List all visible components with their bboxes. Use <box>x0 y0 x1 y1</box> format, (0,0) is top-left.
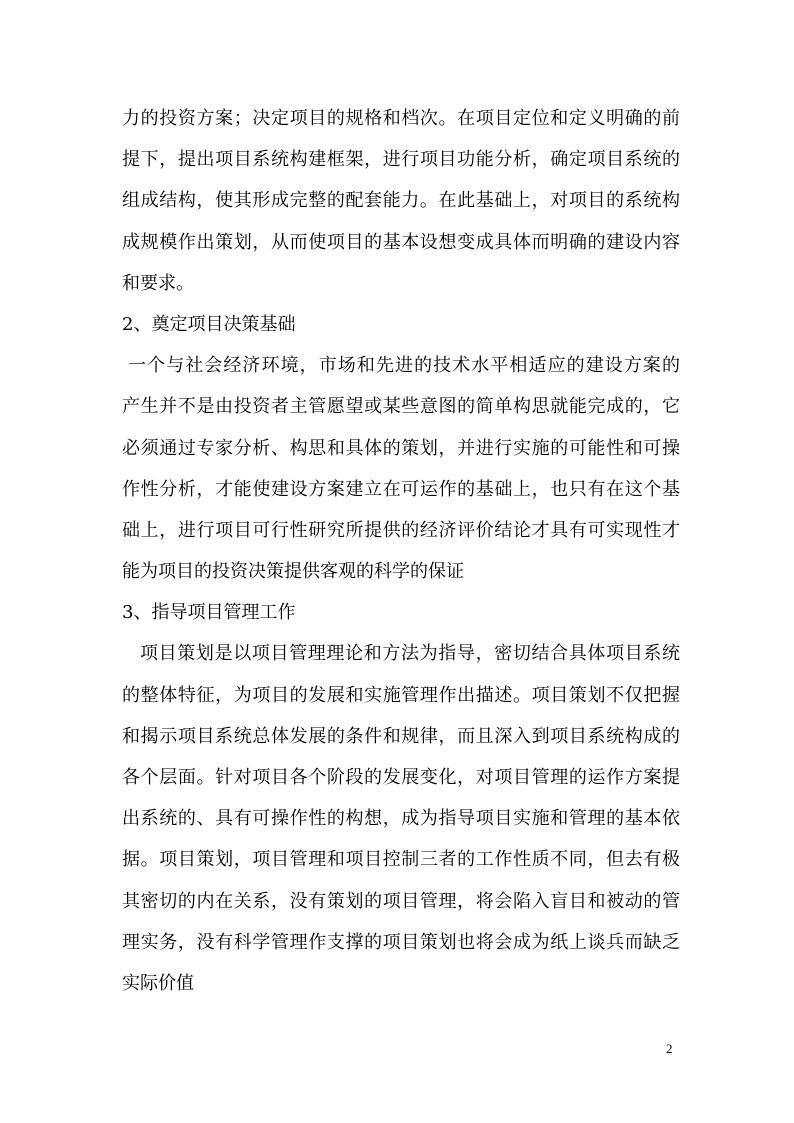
text-line: 成规模作出策划，从而使项目的基本设想变成具体而明确的建设内容 <box>122 231 680 253</box>
text-line: 作性分析，才能使建设方案建立在可运作的基础上，也只有在这个基 <box>122 478 680 500</box>
paragraph-project-planning-scope <box>122 98 680 304</box>
text-line: 各个层面。针对项目各个阶段的发展变化，对项目管理的运作方案提 <box>122 767 680 788</box>
text-line: 其密切的内在关系，没有策划的项目管理，将会陷入盲目和被动的管 <box>122 890 680 912</box>
text-line: 力的投资方案；决定项目的规格和档次。在项目定位和定义明确的前 <box>122 108 680 129</box>
text-line: 和要求。 <box>122 272 194 294</box>
paragraph-decision-basis <box>122 345 680 592</box>
text-line: 础上，进行项目可行性研究所提供的经济评价结论才具有可实现性才 <box>122 519 680 541</box>
document-body <box>122 98 680 1004</box>
text-line: 出系统的、具有可操作性的构想，成为指导项目实施和管理的基本依 <box>122 808 680 830</box>
text-line: 实际价值 <box>122 972 194 994</box>
text-line: 组成结构，使其形成完整的配套能力。在此基础上，对项目的系统构 <box>122 190 680 212</box>
text-line: 的整体特征，为项目的发展和实施管理作出描述。项目策划不仅把握 <box>122 684 680 706</box>
text-line: 一个与社会经济环境，市场和先进的技术水平相适应的建设方案的 <box>128 355 680 377</box>
text-line: 产生并不是由投资者主管愿望或某些意图的简单构思就能完成的，它 <box>122 396 680 418</box>
paragraph-guide-management <box>122 633 680 1004</box>
page-number: 2 <box>666 1041 673 1056</box>
text-line: 能为项目的投资决策提供客观的科学的保证 <box>122 561 464 583</box>
section-heading-decision-basis: 2、奠定项目决策基础 <box>122 313 296 335</box>
section-heading-guide-management: 3、指导项目管理工作 <box>122 602 296 624</box>
text-line: 必须通过专家分析、构思和具体的策划，并进行实施的可能性和可操 <box>122 437 680 459</box>
text-line: 据。项目策划，项目管理和项目控制三者的工作性质不同，但去有极 <box>122 849 680 871</box>
text-line: 和揭示项目系统总体发展的条件和规律，而且深入到项目系统构成的 <box>122 725 680 747</box>
text-line: 提下，提出项目系统构建框架，进行项目功能分析，确定项目系统的 <box>122 149 680 171</box>
text-line: 项目策划是以项目管理理论和方法为指导，密切结合具体项目系统 <box>140 643 680 665</box>
text-line: 理实务，没有科学管理作支撑的项目策划也将会成为纸上谈兵而缺乏 <box>122 931 680 953</box>
